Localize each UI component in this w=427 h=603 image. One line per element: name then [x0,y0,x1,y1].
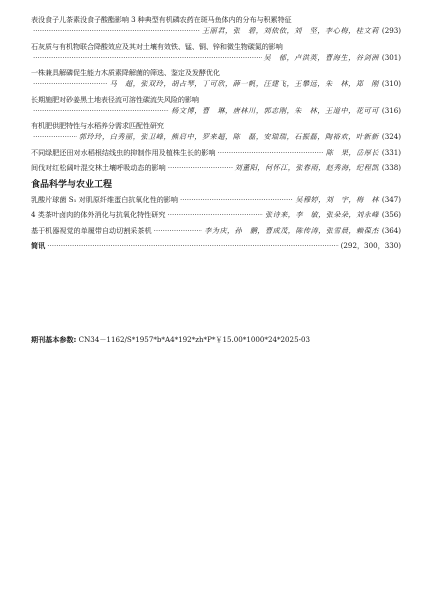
brief-label[interactable]: 简讯 [31,241,46,250]
entry-page-number: (301) [381,52,401,62]
entry-title[interactable]: 表没食子儿茶素没食子酸酯影响 3 种典型有机磷农药在斑马鱼体内的分布与积累特征 [31,15,292,24]
leader-dots [47,240,338,251]
toc-entry-inline[interactable] [31,162,401,173]
leader-dots [168,162,233,173]
entry-page-number: (338) [381,163,401,172]
entry-authors: 陈 果，岳厚长 [325,147,379,157]
entry-title[interactable]: 一株兼具解磷促生能力木质素降解菌的筛选、鉴定及发酵优化 [31,68,220,77]
toc-entry[interactable] [31,14,401,36]
toc-entry-inline[interactable] [31,225,401,236]
entry-authors: 杨文博，曹 琳，唐林川，郭志刚，朱 林，王道中，花可可 [171,105,379,115]
entry-authors-line [31,105,401,116]
entry-authors: 郭玲玲，白秀丽，张卫峰，熊启中，罗来超，陈 磊，安瑞瑞，石振磊，陶裕欢，叶新新 [78,132,379,141]
entry-authors: 王丽君，张 碧，刘依依，刘 坚，李心梅，桂文莉 [201,26,379,35]
entry-authors-line [31,52,401,63]
entry-authors: 李为庆，孙 鹏，曹成茂，陈传涛，张雪晨，赖葆杰 [204,225,379,235]
entry-page-number: (347) [381,194,401,204]
entry-authors: 刘董阳，何怀江，张春雨，赵秀海，纪程凯 [234,163,379,172]
entry-page-number: (331) [381,147,401,157]
brief-pages: (292，300，330) [340,241,401,250]
entry-title[interactable]: 间伐对红松阔叶混交林土壤呼吸动态的影响 [31,163,166,172]
entry-authors: 马 超，张双玲，胡占琴，丁可欣，薛一帆，汪建飞，王攀远，朱 林，郑 刚 [109,79,379,88]
entry-title[interactable]: 有机肥供肥特性与水稻养分需求匹配性研究 [31,121,164,130]
entry-authors: 吴穆婷，刘 宇，梅 林 [295,194,379,204]
entry-page-number: (316) [381,105,401,115]
entry-title[interactable]: 乳酸片球菌 S₁ 对肌原纤维蛋白抗氧化性的影响 [31,194,178,204]
entry-list [31,14,401,173]
params-value: CN34－1162/S*1957*b*A4*192*zh*P*￥15.00*1000*24*2025-03 [78,335,311,344]
entry-page-number: (310) [381,79,401,88]
leader-dots [217,147,323,158]
journal-parameters [31,334,310,345]
food-entry-list [31,194,401,252]
leader-dots [167,209,263,220]
section-heading: 食品科学与农业工程 [31,179,113,190]
entry-title[interactable]: 长期施肥对砂姜黑土地表径流可溶性碳流失风险的影响 [31,94,199,104]
toc-entry-inline[interactable] [31,147,401,158]
table-of-contents [31,14,401,251]
entry-page-number: (293) [381,26,401,35]
toc-entry[interactable] [31,94,401,116]
entry-title[interactable]: 不同绿肥还田对水稻根结线虫的抑制作用及植株生长的影响 [31,147,216,157]
entry-authors: 张诗来，李 敏，张朵朵，刘永峰 [265,210,379,219]
toc-entry[interactable] [31,41,401,63]
entry-page-number: (324) [381,132,401,141]
leader-dots [154,225,203,236]
entry-page-number: (364) [381,225,401,235]
entry-authors-line [31,78,401,89]
toc-entry-inline[interactable] [31,209,401,220]
entry-page-number: (356) [381,210,401,219]
toc-entry-inline[interactable] [31,194,401,205]
entry-authors: 吴 郁，卢洪英，曹海生，谷剑洲 [263,52,379,62]
leader-dots [33,131,77,142]
leader-dots [33,105,169,116]
leader-dots [180,194,293,205]
leader-dots [33,52,262,63]
entry-title[interactable]: 4 类茶叶卤肉的体外消化与抗氧化特性研究 [31,210,166,219]
params-label: 期刊基本参数: [31,335,77,344]
brief-news-entry[interactable] [31,240,401,251]
entry-authors-line [31,131,401,142]
leader-dots [33,78,108,89]
entry-title[interactable]: 石灰质与有机物联合降酸效应及其对土壤有效铁、锰、铜、锌和微生物碳氮的影响 [31,41,283,51]
entry-authors-line [31,25,401,36]
leader-dots [33,25,200,36]
toc-entry[interactable] [31,120,401,142]
entry-title[interactable]: 基于机器视觉的单履带自动切割采茶机 [31,225,152,235]
toc-entry[interactable] [31,67,401,89]
